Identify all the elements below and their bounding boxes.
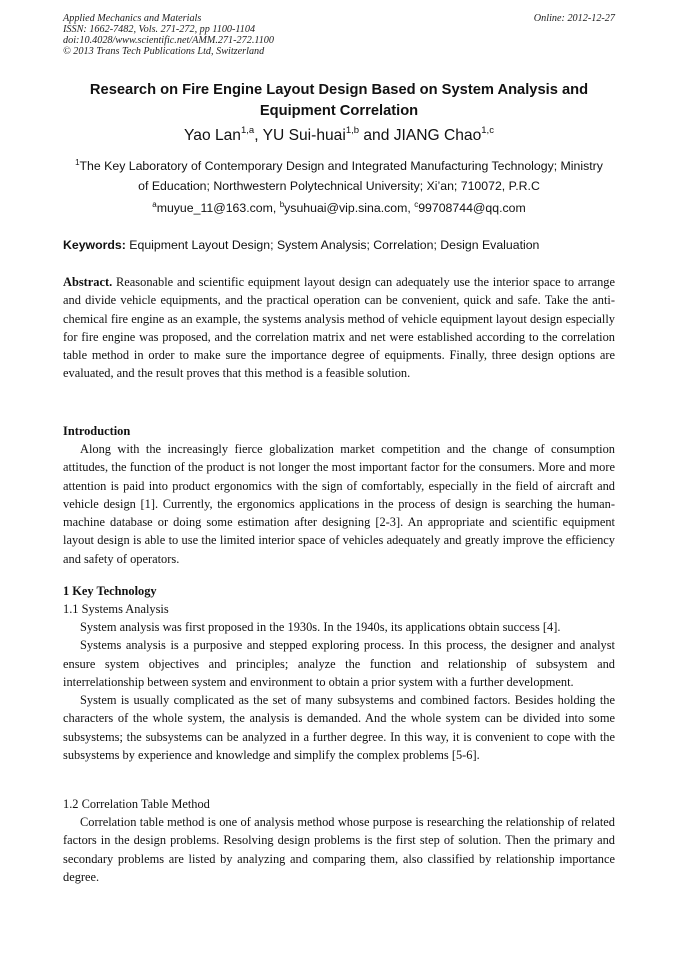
affiliation-line-1: The Key Laboratory of Contemporary Design and Integrated Manufacturing Technology; Ministry	[79, 159, 603, 173]
online-date: Online: 2012-12-27	[533, 13, 615, 24]
paragraph: Systems analysis is a purposive and stepped exploring process. In this process, the designer and analyst ensure system objectives and principles; analyze the function and relationship of subsystem and interrelationship between system and environment to obtain a prior system with a further development.	[63, 638, 615, 689]
title-line-1: Research on Fire Engine Layout Design Based on System Analysis and	[89, 82, 589, 98]
email-address: ysuhuai@vip.sina.com,	[284, 201, 415, 215]
author-superscript: 1,c	[481, 124, 494, 136]
title-line-2: Equipment Correlation	[259, 103, 419, 119]
affiliation	[40, 156, 638, 196]
author-superscript: 1,b	[345, 124, 360, 136]
email-superscript: c	[414, 199, 419, 209]
section-body	[63, 618, 615, 764]
paragraph: Correlation table method is one of analysis method whose purpose is researching the relationship of related factors in the design problems. Resolving design problems is the first step of solution. Then the primary and secondary problems are listed by analyzing and comparing them, also classified by relationship importance degree.	[63, 815, 615, 884]
author-name: Yao Lan	[184, 127, 241, 144]
doi-line: doi:10.4028/www.scientific.net/AMM.271-272.1100	[63, 34, 274, 46]
issn-line: ISSN: 1662-7482, Vols. 271-272, pp 1100-1104	[63, 23, 256, 35]
copyright-line: © 2013 Trans Tech Publications Ltd, Switzerland	[63, 45, 265, 57]
author-separator: and	[359, 127, 394, 144]
subsection-heading: 1.2 Correlation Table Method	[63, 797, 210, 811]
affiliation-line-2: of Education; Northwestern Polytechnical University; Xi’an; 710072, P.R.C	[138, 179, 540, 193]
email-superscript: b	[279, 199, 285, 209]
keywords-label: Keywords:	[63, 238, 126, 252]
affiliation-superscript: 1	[75, 157, 80, 167]
author-list	[40, 126, 638, 146]
paragraph: System is usually complicated as the set of many subsystems and combined factors. Besides holding the characters of the whole system, the analysis is demanded. And the whole system can be divided into some subsystems; the subsystems can be analyzed in a further degree. In this way, it is convenient to cope with the subsystems by experience and knowledge and simplify the complex problems [5-6].	[63, 693, 615, 763]
email-superscript: a	[152, 199, 157, 209]
author-name: YU Sui-huai	[262, 127, 346, 144]
abstract-label: Abstract.	[63, 275, 113, 289]
introduction-heading: Introduction	[63, 424, 131, 438]
author-name: JIANG Chao	[393, 127, 482, 144]
keywords	[63, 237, 623, 253]
journal-name: Applied Mechanics and Materials	[63, 13, 202, 24]
keywords-text: Equipment Layout Design; System Analysis; Correlation; Design Evaluation	[125, 238, 540, 252]
email-address: muyue_11@163.com,	[156, 201, 280, 215]
journal-header	[63, 14, 615, 58]
paragraph: Along with the increasingly fierce globalization market competition and the change of consumption attitudes, the function of the product is not longer the most important factor for the consumers. More and more attention is paid into product ergonomics with the sign of comfortably, especially in the field of aircraft and vehicle design [1]. Currently, the ergonomics applications in the process of design is searching the human-machine database or doing some estimation after designing [2-3]. An appropriate and scientific equipment layout design is able to use the limited interior space of vehicles adequately and greatly improve the efficiency and safety of operators.	[63, 442, 615, 566]
paper-title	[40, 80, 638, 122]
author-superscript: 1,a	[240, 124, 255, 136]
paragraph: System analysis was first proposed in the 1930s. In the 1940s, its applications obtain success [4].	[80, 620, 561, 634]
abstract-text: Reasonable and scientific equipment layout design can adequately use the interior space to arrange and divide vehicle equipments, and the practical operation can be convenient, quick and safe. Take the anti-chemical fire engine as an example, the systems analysis method of vehicle equipment layout design especially for fire engine was proposed, and the correlation matrix and net were established according to the correlation table method in order to make sure the importance degree of equipments. Finally, three design options are evaluated, and the result proves that this method is a feasible solution.	[63, 275, 615, 381]
introduction-body	[63, 440, 615, 568]
email-list	[40, 200, 638, 216]
email-address: 99708744@qq.com	[418, 201, 526, 215]
author-separator: ,	[254, 127, 263, 144]
section-body	[63, 813, 615, 886]
subsection-heading: 1.1 Systems Analysis	[63, 602, 169, 616]
abstract	[63, 273, 615, 383]
section-heading: 1 Key Technology	[63, 584, 157, 598]
